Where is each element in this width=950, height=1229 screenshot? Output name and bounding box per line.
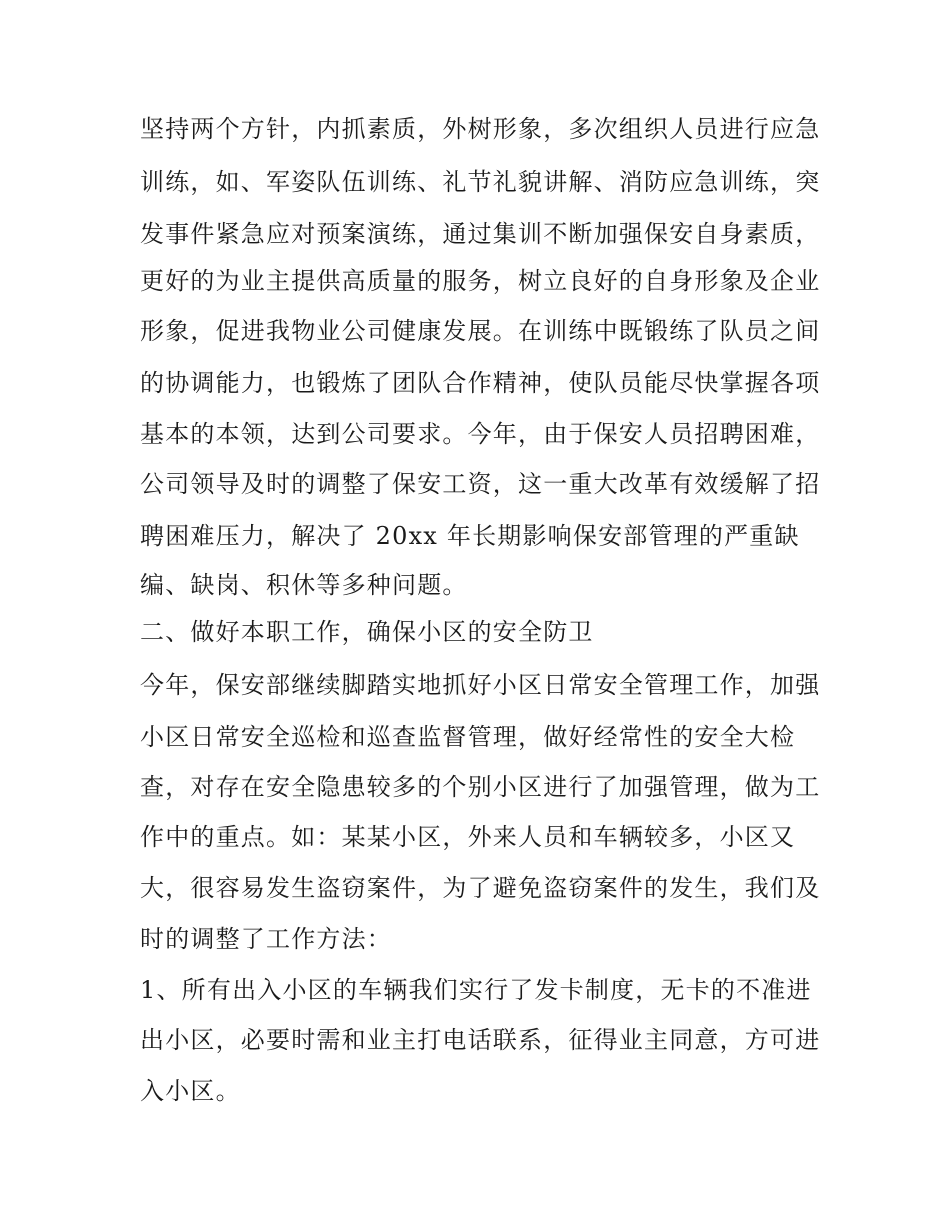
paragraph-line: 基本的本领，达到公司要求。今年，由于保安人员招聘困难，: [140, 420, 821, 448]
paragraph-line: 发事件紧急应对预案演练，通过集训不断加强保安自身素质，: [140, 220, 821, 248]
paragraph-line: 坚持两个方针，内抓素质，外树形象，多次组织人员进行应急: [140, 115, 821, 143]
paragraph-line: 大，很容易发生盗窃案件，为了避免盗窃案件的发生，我们及: [140, 874, 821, 902]
list-item-line: 入小区。: [140, 1077, 241, 1105]
paragraph-line: 更好的为业主提供高质量的服务，树立良好的自身形象及企业: [140, 267, 821, 295]
paragraph-line: 编、缺岗、积休等多种问题。: [140, 571, 468, 599]
paragraph-line: 查，对存在安全隐患较多的个别小区进行了加强管理，做为工: [140, 773, 821, 801]
list-item-line: 出小区，必要时需和业主打电话联系，征得业主同意，方可进: [140, 1026, 821, 1054]
paragraph-line: 形象，促进我物业公司健康发展。在训练中既锻练了队员之间: [140, 317, 821, 345]
paragraph-line: 的协调能力，也锻炼了团队合作精神，使队员能尽快掌握各项: [140, 369, 821, 397]
paragraph-line: 小区日常安全巡检和巡查监督管理，做好经常性的安全大检: [140, 723, 796, 751]
paragraph-line: 今年，保安部继续脚踏实地抓好小区日常安全管理工作，加强: [140, 671, 821, 699]
section-heading: 二、做好本职工作，确保小区的安全防卫: [140, 618, 594, 646]
paragraph-line: 公司领导及时的调整了保安工资，这一重大改革有效缓解了招: [140, 470, 821, 498]
paragraph-line: 作中的重点。如：某某小区，外来人员和车辆较多，小区又: [140, 823, 796, 851]
paragraph-line: 时的调整了工作方法：: [140, 925, 392, 953]
paragraph-line: 聘困难压力，解决了 20xx 年长期影响保安部管理的严重缺: [140, 522, 800, 550]
list-item-line: 1、所有出入小区的车辆我们实行了发卡制度，无卡的不准进: [140, 976, 812, 1004]
paragraph-line: 训练，如、军姿队伍训练、礼节礼貌讲解、消防应急训练，突: [140, 168, 821, 196]
